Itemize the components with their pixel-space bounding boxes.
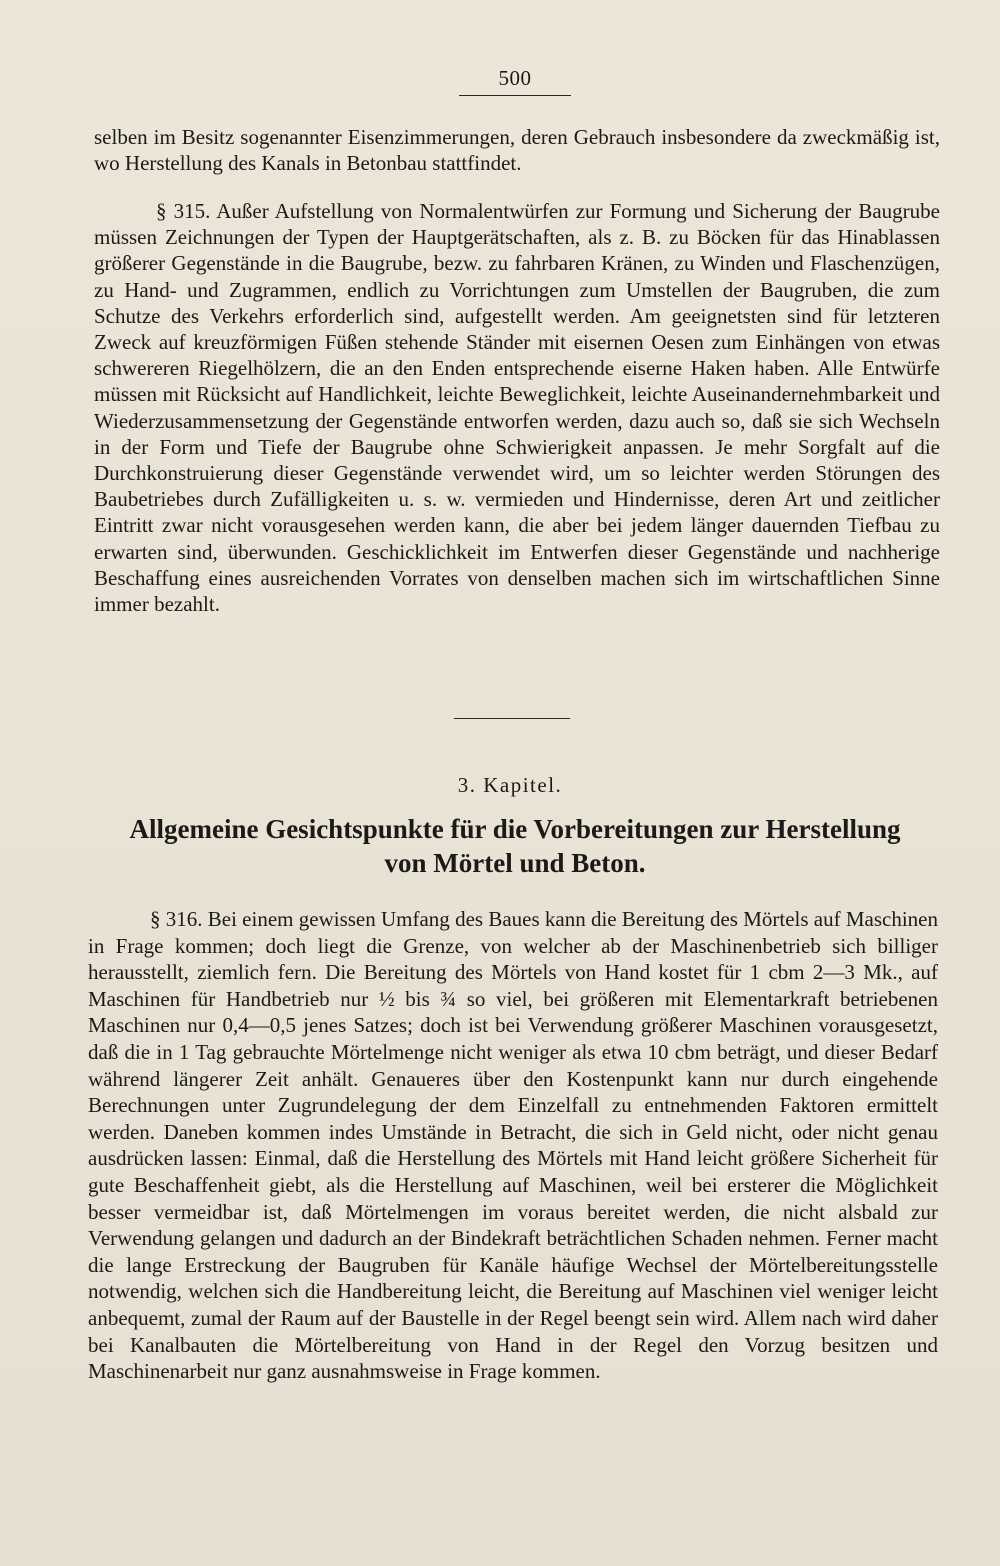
continued-paragraph: [94, 124, 940, 176]
paragraph-315: § 315. Außer Aufstellung von Normalentwürfen zur Formung und Sicherung der Baugrube müssen Zeichnungen der Typen der Hauptgerätschaften, als z. B. zu Böcken für das Hinablassen größerer Gegenstände in die Baugrube, bezw. zu fahrbaren Kränen, zu Winden und Flaschenzügen, zu Hand- und Zugrammen, endlich zu Vorrichtungen zum Umstellen der Baugruben, die zum Schutze des Verkehrs erforderlich sind, aufgestellt werden. Am geeignetsten sind für letzteren Zweck auf kreuzförmigen Füßen stehende Ständer mit eisernen Oesen zum Einhängen von etwas schwereren Riegelhölzern, die an den Enden entsprechende eiserne Haken haben. Alle Entwürfe müssen mit Rücksicht auf Handlichkeit, leichte Beweglichkeit, leichte Auseinandernehmbarkeit und Wiederzusammensetzung der Gegenstände entworfen werden, dazu auch so, daß sie sich Wechseln in der Form und Tiefe der Baugrube ohne Schwierigkeit anpassen. Je mehr Sorgfalt auf die Durchkonstruierung dieser Gegenstände verwendet wird, um so leichter werden Störungen des Baubetriebes durch Zufälligkeiten u. s. w. vermieden und Hindernisse, deren Art und zeitlicher Eintritt zwar nicht vorausgesehen werden kann, die aber bei jedem länger dauernden Tiefbau zu erwarten sind, überwunden. Geschicklichkeit im Entwerfen dieser Gegenstände und nachherige Beschaffung eines ausreichenden Vorrates von denselben machen sich im wirtschaftlichen Sinne immer bezahlt.: [94, 199, 940, 617]
page-number-rule: [459, 95, 571, 96]
chapter-title: [90, 812, 940, 880]
page-number: 500: [498, 66, 532, 90]
chapter-title-line-2: von Mörtel und Beton.: [384, 848, 646, 878]
chapter-label: 3. Kapitel.: [457, 773, 563, 797]
paragraph-continuation: selben im Besitz sogenannter Eisenzimmerungen, deren Gebrauch insbesondere da zweckmäßig ist, wo Herstellung des Kanals in Betonbau stattfindet.: [94, 125, 940, 176]
section-316: [88, 906, 938, 1385]
chapter-title-line-1: Allgemeine Gesichtspunkte für die Vorbereitungen zur Herstellung: [129, 814, 901, 844]
section-divider: [454, 718, 570, 719]
paragraph-316: § 316. Bei einem gewissen Umfang des Baues kann die Bereitung des Mörtels auf Maschinen in Frage kommen; doch liegt die Grenze, von welcher ab der Maschinenbetrieb sich billiger herausstellt, ziemlich fern. Die Bereitung des Mörtels von Hand kostet für 1 cbm 2—3 Mk., auf Maschinen für Handbetrieb nur ½ bis ¾ so viel, bei größeren mit Elementarkraft betriebenen Maschinen nur 0,4—0,5 jenes Satzes; doch ist bei Verwendung größerer Maschinen vorausgesetzt, daß die in 1 Tag gebrauchte Mörtelmenge nicht weniger als etwa 10 cbm beträgt, und dieser Bedarf während längerer Zeit anhält. Genaueres über den Kostenpunkt kann nur durch eingehende Berechnungen unter Zugrundelegung der dem Einzelfall zu entnehmenden Faktoren ermittelt werden. Daneben kommen indes Umstände in Betracht, die sich in Geld nicht, oder nicht genau ausdrücken lassen: Einmal, daß die Herstellung des Mörtels mit Hand leicht größere Sicherheit für gute Beschaffenheit giebt, als die Herstellung auf Maschinen, weil bei ersterer die Möglichkeit besser vermeidbar ist, daß Mörtelmengen im voraus bereitet werden, die nicht alsbald zur Verwendung gelangen und dadurch an der Bindekraft beträchtlichen Schaden nehmen. Ferner macht die lange Erstreckung der Baugruben für Kanäle häufige Wechsel der Mörtelbereitungsstelle notwendig, welchen sich die Handbereitung leicht, die Bereitung auf Maschinen viel weniger leicht anbequemt, zumal der Raum auf der Baustelle in der Regel beengt sein wird. Allem nach wird daher bei Kanalbauten die Mörtelbereitung von Hand in der Regel den Vorzug besitzen und Maschinenarbeit nur ganz ausnahmsweise in Frage kommen.: [88, 907, 938, 1384]
section-315: [94, 198, 940, 617]
